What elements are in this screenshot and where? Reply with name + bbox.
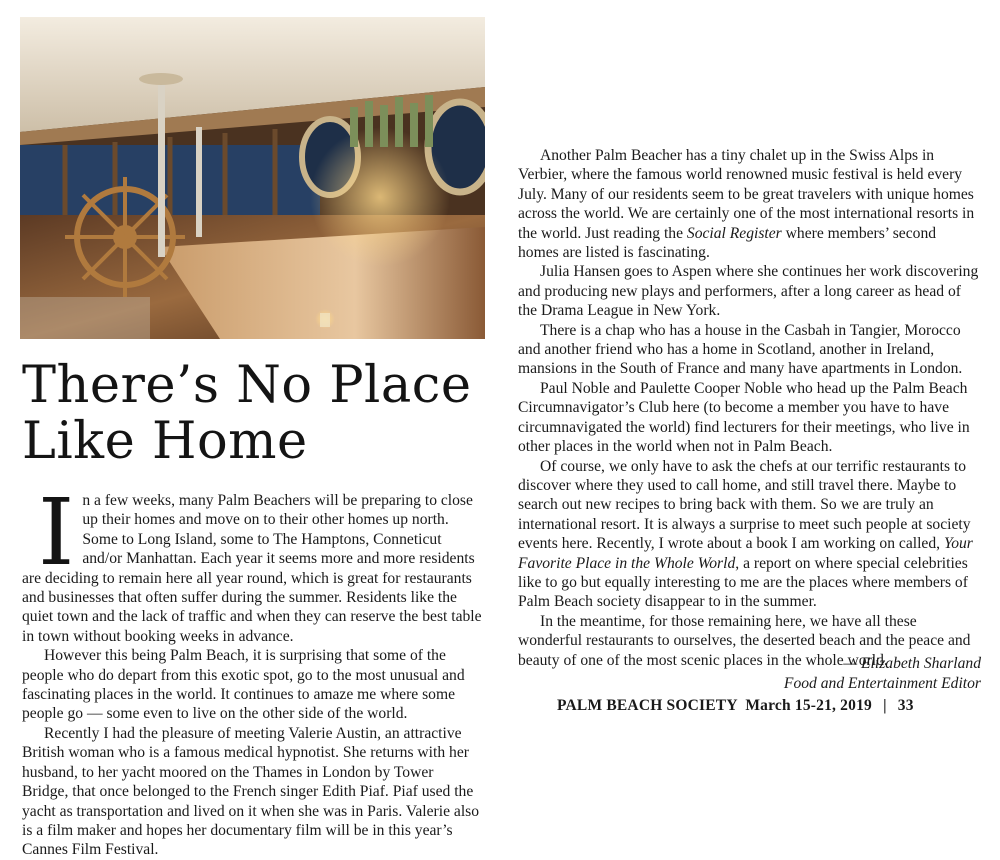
paragraph-9: In the meantime, for those remaining here, we have all these wonderful restaurants to ourselves, the deserted beach and the peace and beauty of one of the most scenic places in the whole world.: [518, 612, 971, 669]
headline-line-2: Like Home: [22, 412, 308, 471]
paragraph-1: In a few weeks, many Palm Beachers will be preparing to close up their homes and move on to their other homes up north. Some to Long Island, some to The Hamptons, Conneticut and/or Manhattan. Each year it seems more and more residents are deciding to remain here all year round, which is great for restaurants and businesses that often suffer during the summer. Residents like the quiet town and the lack of traffic and when they can reserve the best table in town without booking weeks in advance.: [22, 479, 482, 645]
article-headline: [22, 358, 492, 470]
book-title: Your Favorite Place in the Whole World: [518, 535, 973, 572]
drop-cap: I: [38, 479, 75, 586]
paragraph-6: There is a chap who has a house in the Casbah in Tangier, Morocco and another friend who has a home in Scotland, another in Ireland, mansions in the South of France and many have apartments in London.: [518, 321, 963, 378]
footer-separator: |: [883, 697, 887, 714]
paragraph-7: Paul Noble and Paulette Cooper Noble who head up the Palm Beach Circumnavigator’s Club here (to become a member you have to have circumnavigated the world) find lecturers for their meetings, who live in other places in the world when not in Palm Beach.: [518, 379, 970, 456]
paragraph-4: Another Palm Beacher has a tiny chalet up in the Swiss Alps in Verbier, where the famous world renowned music festival is held every July. Many of our residents seem to be great travelers with unique homes across the world. We are certainly one of the most international resorts in the world. Just reading the Social Register where members’ second homes are listed is fascinating.: [518, 147, 975, 262]
paragraph-5: Julia Hansen goes to Aspen where she continues her work discovering and producing new plays and performers, after a long career as head of the Drama League in New York.: [518, 263, 979, 320]
paragraph-8: Of course, we only have to ask the chefs at our terrific restaurants to discover where they used to call home, and still travel there. Maybe to search out new recipes to bring back with them. So we are truly an international resort. It is always a surprise to meet such people at society events here. Recently, I wrote about a book I am working on called, Your Favorite Place in the Whole World, a report on where special celebrities like to go but equally interesting to me are the places where members of Palm Beach society disappear to in the summer.: [518, 457, 973, 611]
article-body-left-column: [22, 479, 482, 860]
issue-date: March 15-21, 2019: [745, 697, 872, 714]
page-number: 33: [897, 697, 914, 714]
author-signoff: [784, 654, 981, 694]
social-register-title: Social Register: [686, 224, 782, 242]
headline-line-1: There’s No Place: [22, 356, 472, 415]
yacht-bar-interior-photo: [20, 17, 485, 339]
paragraph-3: Recently I had the pleasure of meeting Valerie Austin, an attractive British woman who is a famous medical hypnotist. She returns with her husband, to her yacht moored on the Thames in London by Tower Bridge, that once belonged to the French singer Edith Piaf. Piaf used the yacht as transportation and lived on it when she was in Paris. Valerie also is a film maker and hopes her documentary film will be in this year’s Cannes Film Festival.: [22, 724, 480, 859]
publication-name: PALM BEACH SOCIETY: [557, 697, 738, 714]
author-title: Food and Entertainment Editor: [783, 675, 981, 692]
page-footer: [557, 697, 914, 715]
author-name: — Elizabeth Sharland: [843, 655, 981, 672]
paragraph-2: However this being Palm Beach, it is surprising that some of the people who do depart from this exotic spot, go to the most unusual and fascinating places in the world. It continues to amaze me where some people go — some even to live on the other side of the world.: [22, 647, 465, 723]
article-body-right-column: [518, 146, 980, 670]
